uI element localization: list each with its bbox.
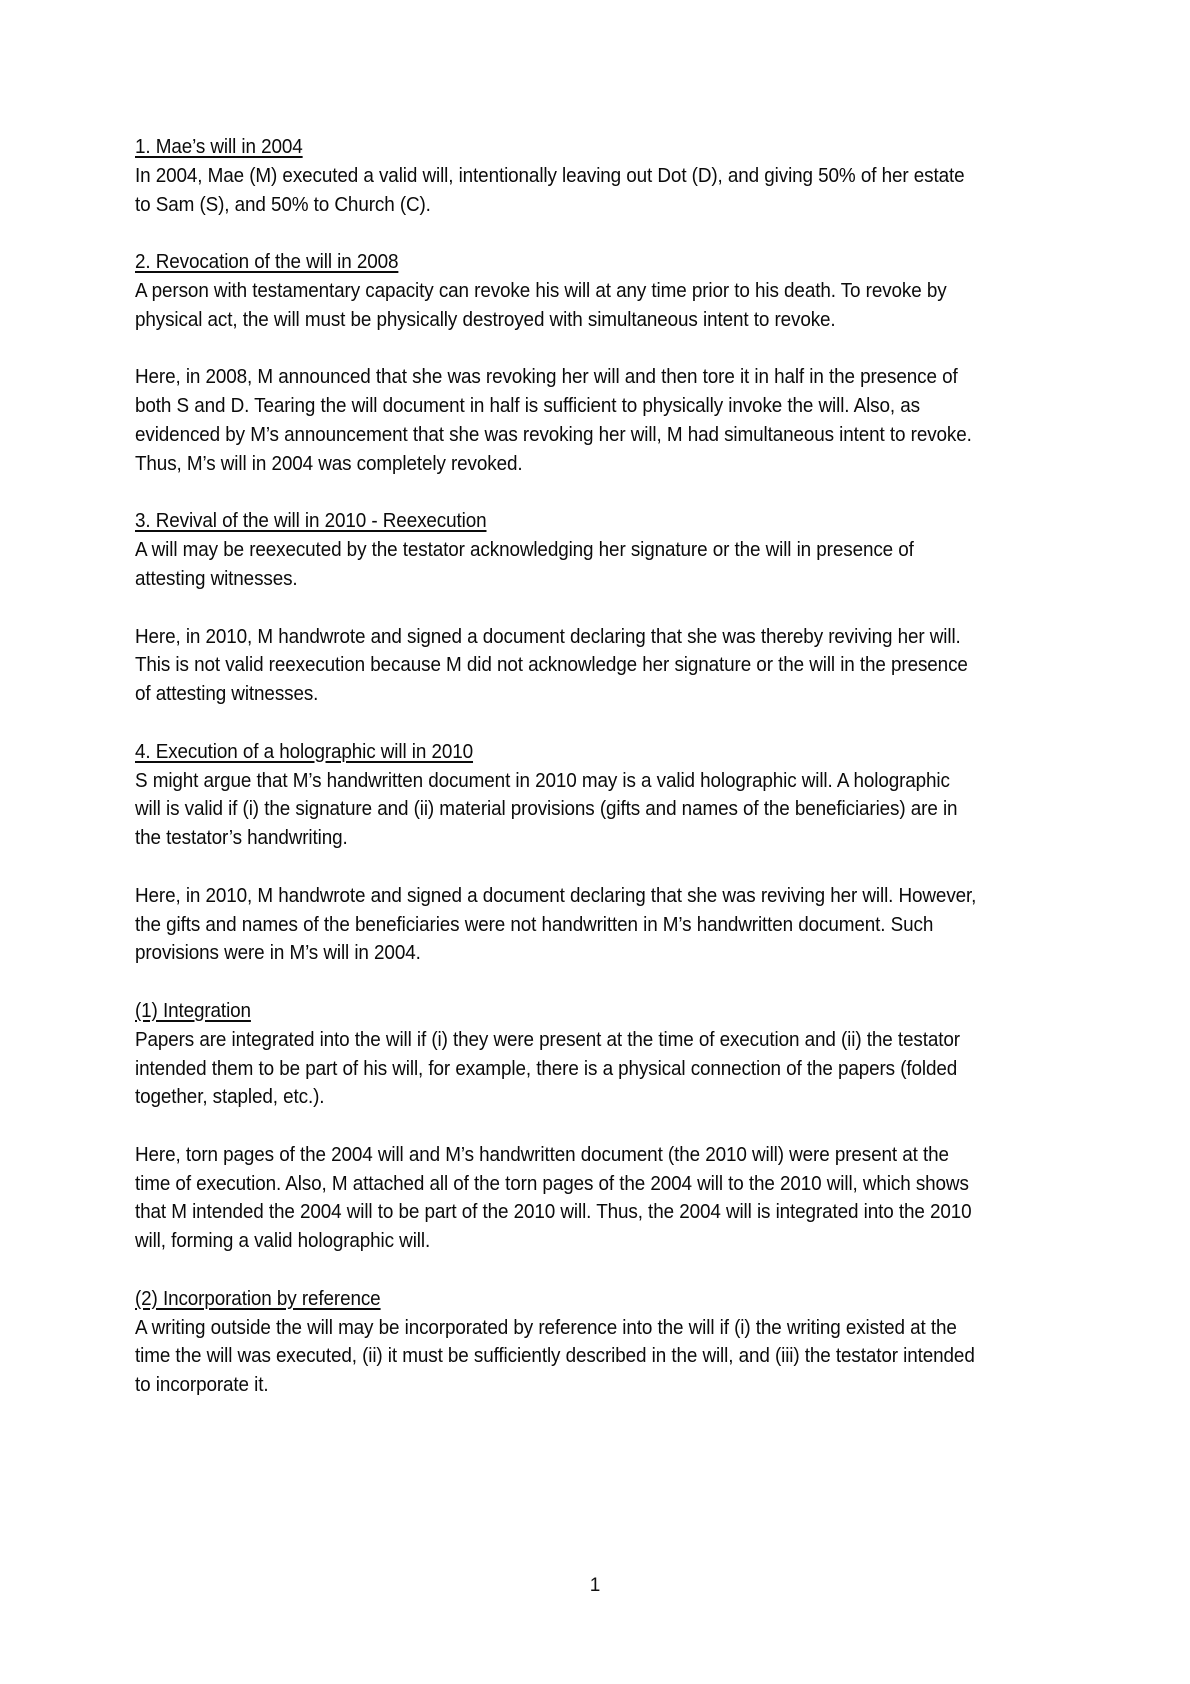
section-heading: 4. Execution of a holographic will in 2010 [135, 740, 474, 763]
body-paragraph: Here, torn pages of the 2004 will and M’s handwritten document (the 2010 will) were present at the time of execution. Also, M attached all of the torn pages of the 2004 will to the 2010 will, which shows that M intended the 2004 will to be part of the 2010 will. Thus, the 2004 will is integrated into the 2010 will, forming a valid holographic will. [135, 1143, 972, 1253]
section-heading: 3. Revival of the will in 2010 - Reexecution [135, 510, 487, 533]
paragraph-spacer [135, 709, 978, 738]
body-paragraph: A will may be reexecuted by the testator acknowledging her signature or the will in presence of attesting witnesses. [135, 539, 914, 590]
paragraph-spacer [135, 1112, 978, 1141]
body-paragraph: Here, in 2008, M announced that she was revoking her will and then tore it in half in the presence of both S and D. Tearing the will document in half is sufficient to physically invoke the will. Also, as evidenced by M’s announcement that she was revoking her will, M had simultaneous intent to revoke. Thus, M’s will in 2004 was completely revoked. [135, 366, 972, 475]
body-paragraph: In 2004, Mae (M) executed a valid will, intentionally leaving out Dot (D), and giving 50% of her estate to Sam (S), and 50% to Church (C). [135, 164, 965, 216]
paragraph-spacer [135, 594, 978, 623]
document-body [135, 133, 978, 1400]
section-heading: (2) Incorporation by reference [135, 1287, 381, 1310]
paragraph-spacer [135, 335, 978, 364]
body-paragraph: A writing outside the will may be incorporated by reference into the will if (i) the writing existed at the time the will was executed, (ii) it must be sufficiently described in the will, and (iii) the testator intended to incorporate it. [135, 1316, 975, 1397]
body-paragraph: Here, in 2010, M handwrote and signed a document declaring that she was thereby reviving her will. This is not valid reexecution because M did not acknowledge her signature or the will in the presence of attesting witnesses. [135, 625, 968, 706]
paragraph-spacer [135, 479, 978, 508]
body-paragraph: A person with testamentary capacity can revoke his will at any time prior to his death. To revoke by physical act, the will must be physically destroyed with simultaneous intent to revoke. [135, 279, 947, 331]
paragraph-spacer [135, 968, 978, 997]
page-number: 1 [589, 1575, 601, 1596]
body-paragraph: Here, in 2010, M handwrote and signed a document declaring that she was reviving her will. However, the gifts and names of the beneficiaries were not handwritten in M’s handwritten document. Such provisions were in M’s will in 2004. [135, 884, 977, 965]
section-heading: (1) Integration [135, 999, 251, 1022]
section-heading: 2. Revocation of the will in 2008 [135, 251, 399, 274]
section-heading: 1. Mae’s will in 2004 [135, 136, 303, 158]
body-paragraph: S might argue that M’s handwritten document in 2010 may is a valid holographic will. A holographic will is valid if (i) the signature and (ii) material provisions (gifts and names of the beneficiaries) are in the testator’s handwriting. [135, 769, 958, 850]
body-paragraph: Papers are integrated into the will if (i) they were present at the time of execution and (ii) the testator intended them to be part of his will, for example, there is a physical connection of the papers (folded together, stapled, etc.). [135, 1028, 960, 1109]
paragraph-spacer [135, 853, 978, 882]
paragraph-spacer [135, 1256, 978, 1285]
paragraph-spacer [135, 219, 978, 248]
